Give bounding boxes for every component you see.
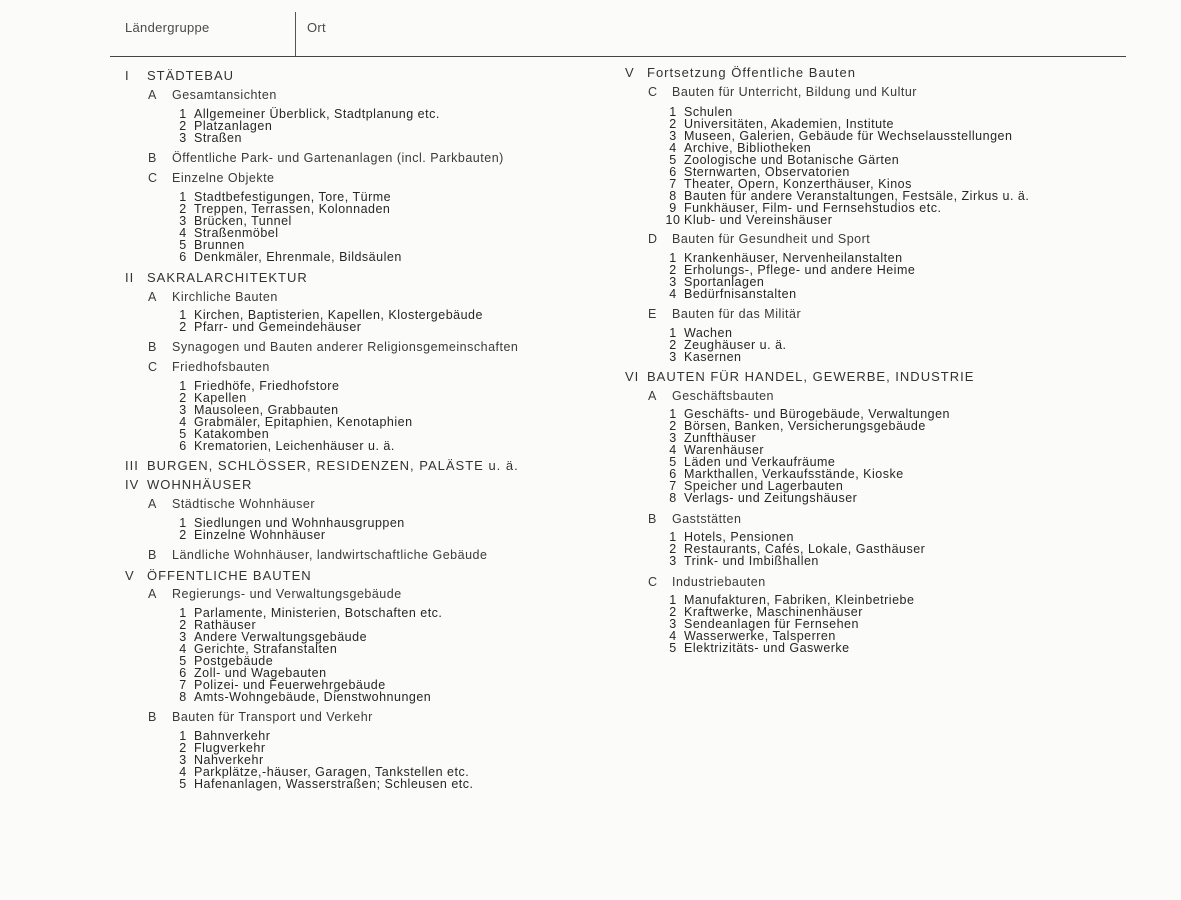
item-label: Friedhöfe, Friedhofstore: [194, 379, 340, 393]
item-label: Zoologische und Botanische Gärten: [684, 153, 900, 167]
item-label: BAUTEN FÜR HANDEL, GEWERBE, INDUSTRIE: [647, 369, 975, 384]
table-header: [0, 0, 1181, 60]
item-label: Zoll- und Wagebauten: [194, 666, 327, 680]
subsection-heading: [648, 232, 870, 246]
item-label: Bauten für das Militär: [672, 307, 802, 321]
item-label: Manufakturen, Fabriken, Kleinbetriebe: [684, 593, 915, 607]
item-key: 3: [669, 129, 677, 143]
item-key: 2: [669, 542, 677, 556]
item-label: Industriebauten: [672, 575, 766, 589]
item-key: A: [148, 497, 157, 511]
item-key: B: [148, 710, 157, 724]
item-label: Mausoleen, Grabbauten: [194, 403, 339, 417]
item-label: Trink- und Imbißhallen: [684, 554, 819, 568]
item-key: 2: [669, 263, 677, 277]
subsection-heading: [148, 587, 402, 601]
item-label: WOHNHÄUSER: [147, 477, 253, 492]
item-label: Bahnverkehr: [194, 729, 271, 743]
item-key: 1: [179, 190, 187, 204]
item-key: B: [648, 512, 657, 526]
item-label: Brunnen: [194, 238, 245, 252]
item-key: VI: [625, 369, 640, 384]
item-key: 8: [179, 690, 187, 704]
item-label: Börsen, Banken, Versicherungsgebäude: [684, 419, 926, 433]
subsection-heading: [648, 389, 774, 403]
item-key: 3: [669, 431, 677, 445]
item-label: Warenhäuser: [684, 443, 765, 457]
item-key: 1: [179, 107, 187, 121]
subsection-heading: [148, 151, 504, 165]
item-key: 1: [179, 308, 187, 322]
item-label: Hafenanlagen, Wasserstraßen; Schleusen etc.: [194, 777, 474, 791]
item-label: Zeughäuser u. ä.: [684, 338, 787, 352]
item-label: Ländliche Wohnhäuser, landwirtschaftliche Gebäude: [172, 548, 488, 562]
item-key: 1: [179, 729, 187, 743]
item-key: 3: [669, 617, 677, 631]
item-label: Grabmäler, Epitaphien, Kenotaphien: [194, 415, 413, 429]
list-item: [662, 492, 857, 504]
item-label: Speicher und Lagerbauten: [684, 479, 844, 493]
list-item: [662, 214, 832, 226]
item-key: V: [125, 568, 135, 583]
item-label: Zunfthäuser: [684, 431, 757, 445]
item-key: I: [125, 68, 130, 83]
item-key: II: [125, 270, 135, 285]
item-label: Nahverkehr: [194, 753, 264, 767]
item-key: C: [148, 171, 158, 185]
subsection-heading: [148, 710, 373, 724]
item-label: Platzanlagen: [194, 119, 273, 133]
item-label: Rathäuser: [194, 618, 257, 632]
item-key: 5: [669, 455, 677, 469]
item-key: 2: [179, 618, 187, 632]
item-key: 2: [669, 605, 677, 619]
item-label: Hotels, Pensionen: [684, 530, 794, 544]
list-item: [172, 529, 326, 541]
item-key: III: [125, 458, 139, 473]
item-label: Parkplätze,-häuser, Garagen, Tankstellen etc.: [194, 765, 470, 779]
list-item: [172, 321, 361, 333]
item-label: Treppen, Terrassen, Kolonnaden: [194, 202, 391, 216]
item-label: Bauten für andere Veranstaltungen, Festsäle, Zirkus u. ä.: [684, 189, 1030, 203]
item-key: 2: [669, 338, 677, 352]
item-label: Brücken, Tunnel: [194, 214, 292, 228]
item-key: 8: [669, 491, 677, 505]
item-label: Museen, Galerien, Gebäude für Wechselausstellungen: [684, 129, 1013, 143]
item-label: Straßen: [194, 131, 242, 145]
item-key: 6: [179, 439, 187, 453]
item-key: 5: [179, 777, 187, 791]
item-key: 4: [179, 226, 187, 240]
item-label: Gerichte, Strafanstalten: [194, 642, 338, 656]
subsection-heading: [648, 575, 766, 589]
item-key: 5: [669, 641, 677, 655]
item-key: 3: [179, 214, 187, 228]
item-label: Amts-Wohngebäude, Dienstwohnungen: [194, 690, 432, 704]
item-label: Universitäten, Akademien, Institute: [684, 117, 894, 131]
item-label: Pfarr- und Gemeindehäuser: [194, 320, 362, 334]
item-key: 1: [179, 516, 187, 530]
item-label: Einzelne Wohnhäuser: [194, 528, 326, 542]
item-key: 6: [179, 666, 187, 680]
item-key: D: [648, 232, 658, 246]
item-label: Andere Verwaltungsgebäude: [194, 630, 368, 644]
list-item: [662, 351, 742, 363]
subsection-heading: [148, 360, 270, 374]
item-label: Gaststätten: [672, 512, 742, 526]
list-item: [172, 440, 395, 452]
list-item: [662, 555, 819, 567]
item-key: 1: [179, 606, 187, 620]
section-heading: [125, 68, 234, 83]
item-key: 6: [669, 165, 677, 179]
header-ort: Ort: [307, 20, 326, 35]
item-key: 3: [179, 630, 187, 644]
list-item: [172, 778, 474, 790]
item-label: Einzelne Objekte: [172, 171, 275, 185]
subsection-heading: [148, 171, 275, 185]
item-label: ÖFFENTLICHE BAUTEN: [147, 568, 312, 583]
item-key: 2: [669, 117, 677, 131]
item-key: 2: [179, 528, 187, 542]
item-key: 1: [669, 593, 677, 607]
item-key: 6: [669, 467, 677, 481]
item-key: V: [625, 65, 635, 80]
item-label: Markthallen, Verkaufsstände, Kioske: [684, 467, 904, 481]
item-label: Bauten für Unterricht, Bildung und Kultur: [672, 85, 917, 99]
subsection-heading: [148, 548, 487, 562]
header-divider: [295, 12, 296, 57]
item-key: C: [648, 575, 658, 589]
item-label: SAKRALARCHITEKTUR: [147, 270, 308, 285]
item-key: C: [148, 360, 158, 374]
item-key: C: [648, 85, 658, 99]
item-label: Katakomben: [194, 427, 270, 441]
item-key: 6: [179, 250, 187, 264]
list-item: [172, 251, 402, 263]
item-key: A: [148, 587, 157, 601]
item-key: 1: [669, 407, 677, 421]
item-label: Polizei- und Feuerwehrgebäude: [194, 678, 386, 692]
item-key: 2: [179, 202, 187, 216]
subsection-heading: [648, 512, 741, 526]
list-item: [172, 691, 431, 703]
item-label: Bauten für Gesundheit und Sport: [672, 232, 871, 246]
section-heading: [625, 369, 974, 384]
item-key: 7: [669, 177, 677, 191]
item-label: Krankenhäuser, Nervenheilanstalten: [684, 251, 903, 265]
item-label: Stadtbefestigungen, Tore, Türme: [194, 190, 392, 204]
item-label: Bauten für Transport und Verkehr: [172, 710, 373, 724]
item-label: Sportanlagen: [684, 275, 765, 289]
item-label: Kasernen: [684, 350, 742, 364]
item-key: 3: [179, 131, 187, 145]
item-label: Bedürfnisanstalten: [684, 287, 797, 301]
section-heading: [125, 458, 519, 473]
item-key: 3: [669, 350, 677, 364]
section-heading: [125, 270, 308, 285]
item-label: Kraftwerke, Maschinenhäuser: [684, 605, 863, 619]
section-heading: [125, 568, 312, 583]
item-label: Läden und Verkaufräume: [684, 455, 836, 469]
item-label: STÄDTEBAU: [147, 68, 235, 83]
subsection-heading: [648, 85, 917, 99]
item-label: Archive, Bibliotheken: [684, 141, 812, 155]
header-laendergruppe: Ländergruppe: [125, 20, 210, 35]
item-key: A: [148, 290, 157, 304]
item-key: 7: [669, 479, 677, 493]
item-label: Kapellen: [194, 391, 247, 405]
subsection-heading: [648, 307, 801, 321]
item-label: Kirchen, Baptisterien, Kapellen, Klostergebäude: [194, 308, 483, 322]
item-label: Krematorien, Leichenhäuser u. ä.: [194, 439, 395, 453]
item-key: 4: [179, 642, 187, 656]
item-label: Öffentliche Park- und Gartenanlagen (incl. Parkbauten): [172, 151, 504, 165]
item-label: Fortsetzung Öffentliche Bauten: [647, 65, 856, 80]
item-key: 2: [669, 419, 677, 433]
item-key: 1: [669, 251, 677, 265]
item-key: 2: [179, 391, 187, 405]
item-key: B: [148, 340, 157, 354]
item-label: Gesamtansichten: [172, 88, 277, 102]
item-label: Flugverkehr: [194, 741, 266, 755]
item-label: Wachen: [684, 326, 733, 340]
list-item: [172, 132, 242, 144]
item-key: 2: [179, 119, 187, 133]
section-heading: [125, 477, 252, 492]
item-key: 2: [179, 320, 187, 334]
item-label: Wasserwerke, Talsperren: [684, 629, 836, 643]
item-label: Sternwarten, Observatorien: [684, 165, 850, 179]
item-label: BURGEN, SCHLÖSSER, RESIDENZEN, PALÄSTE u. ä.: [147, 458, 519, 473]
item-key: 4: [179, 415, 187, 429]
item-key: 5: [179, 238, 187, 252]
item-key: 5: [669, 153, 677, 167]
item-key: 4: [179, 765, 187, 779]
item-label: Parlamente, Ministerien, Botschaften etc.: [194, 606, 443, 620]
item-key: E: [648, 307, 657, 321]
item-key: 4: [669, 141, 677, 155]
item-key: 8: [669, 189, 677, 203]
item-label: Kirchliche Bauten: [172, 290, 278, 304]
item-label: Restaurants, Cafés, Lokale, Gasthäuser: [684, 542, 926, 556]
item-label: Funkhäuser, Film- und Fernsehstudios etc.: [684, 201, 942, 215]
item-label: Theater, Opern, Konzerthäuser, Kinos: [684, 177, 912, 191]
item-key: 5: [179, 654, 187, 668]
subsection-heading: [148, 340, 518, 354]
item-key: 1: [669, 326, 677, 340]
item-key: 3: [669, 275, 677, 289]
list-item: [662, 642, 850, 654]
item-key: 3: [179, 403, 187, 417]
item-label: Städtische Wohnhäuser: [172, 497, 315, 511]
item-key: A: [648, 389, 657, 403]
subsection-heading: [148, 497, 315, 511]
item-label: Postgebäude: [194, 654, 274, 668]
subsection-heading: [148, 88, 277, 102]
list-item: [662, 288, 797, 300]
item-label: Sendeanlagen für Fernsehen: [684, 617, 859, 631]
item-label: Verlags- und Zeitungshäuser: [684, 491, 858, 505]
item-key: 3: [669, 554, 677, 568]
item-key: 2: [179, 741, 187, 755]
item-label: Erholungs-, Pflege- und andere Heime: [684, 263, 916, 277]
section-heading: [625, 65, 856, 80]
item-key: IV: [125, 477, 140, 492]
item-key: 3: [179, 753, 187, 767]
item-label: Friedhofsbauten: [172, 360, 270, 374]
item-label: Klub- und Vereinshäuser: [684, 213, 833, 227]
item-label: Denkmäler, Ehrenmale, Bildsäulen: [194, 250, 402, 264]
item-label: Regierungs- und Verwaltungsgebäude: [172, 587, 402, 601]
item-label: Geschäftsbauten: [672, 389, 775, 403]
item-key: 4: [669, 629, 677, 643]
item-label: Schulen: [684, 105, 733, 119]
item-key: 5: [179, 427, 187, 441]
item-key: B: [148, 151, 157, 165]
header-rule: [110, 56, 1126, 57]
item-key: B: [148, 548, 157, 562]
item-label: Elektrizitäts- und Gaswerke: [684, 641, 850, 655]
item-key: 1: [669, 105, 677, 119]
item-label: Allgemeiner Überblick, Stadtplanung etc.: [194, 107, 440, 121]
item-key: 4: [669, 287, 677, 301]
item-label: Siedlungen und Wohnhausgruppen: [194, 516, 405, 530]
item-key: 10: [665, 213, 681, 227]
item-key: 1: [179, 379, 187, 393]
item-key: 9: [669, 201, 677, 215]
item-key: 4: [669, 443, 677, 457]
item-key: A: [148, 88, 157, 102]
item-key: 7: [179, 678, 187, 692]
item-label: Synagogen und Bauten anderer Religionsgemeinschaften: [172, 340, 519, 354]
subsection-heading: [148, 290, 278, 304]
item-key: 1: [669, 530, 677, 544]
item-label: Geschäfts- und Bürogebäude, Verwaltungen: [684, 407, 951, 421]
item-label: Straßenmöbel: [194, 226, 279, 240]
